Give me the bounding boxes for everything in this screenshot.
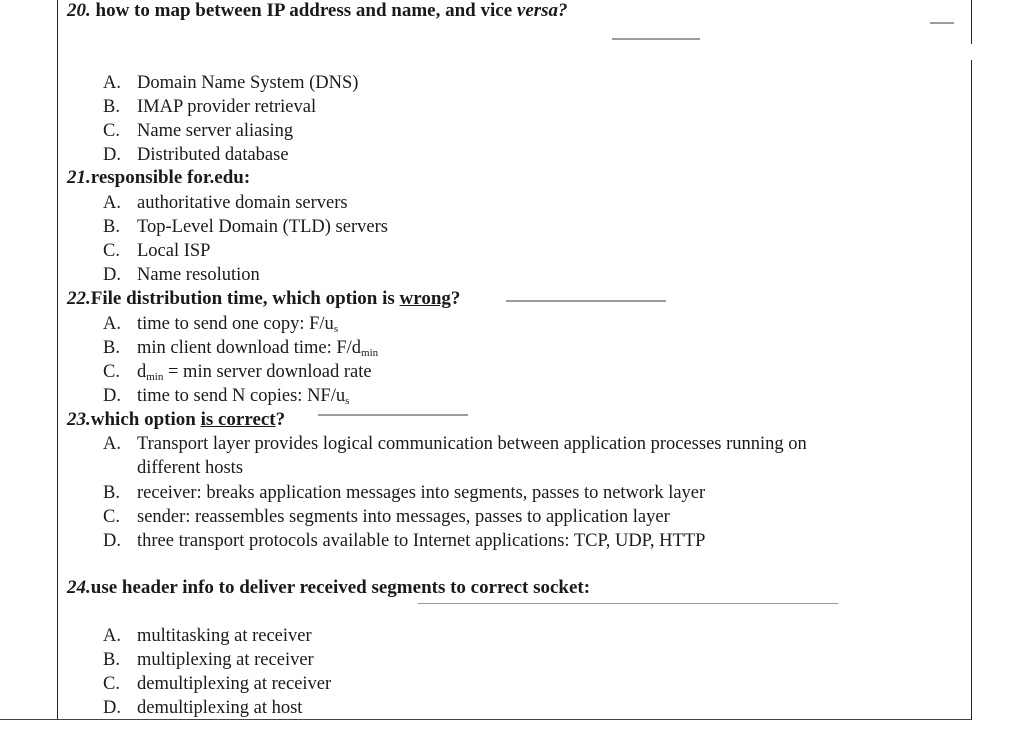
handwritten-mark	[318, 414, 468, 416]
question-text: use header info to deliver received segments to correct socket:	[90, 577, 591, 598]
question-21-title	[67, 167, 250, 189]
handwritten-mark	[612, 38, 700, 40]
question-emphasis: is correct	[200, 409, 276, 430]
handwritten-mark	[506, 300, 666, 302]
question-text: responsible for.edu:	[90, 167, 251, 188]
left-border-line	[57, 0, 58, 720]
question-number: 20.	[67, 0, 91, 21]
question-emphasis: versa?	[516, 0, 568, 21]
bottom-border-line	[0, 719, 972, 720]
question-number: 22.	[67, 288, 91, 309]
exam-page: 20. how to map between IP address and name, and vice versa? A. Domain Name System (DNS) B. IMAP provider retrieval C. Name server aliasing D. Distributed database 21.responsible for.edu: A. authoritative domain servers B. Top-Level Domain (TLD) servers C. Local ISP D. Name resolution 22.File distribution time, which option is wrong? A. time to send one copy: $F/u_s$ B. min client download time: $F/d_{min}$ C. $d_{min} = \min$ server download rate D. time to send N copies: $NF/u_s$ 23.which option is correct? A. Transport layer provides logical communication between application processes running on different hosts B. receiver: breaks application messages into segments, passes to network layer C. sender: reassembles segments into messages, passes to application layer D. three transport protocols available to Internet applications: TCP, UDP, HTTP 24.use header info to deliver received segments to correct socket: A. multitasking at receiver B. multiplexing at receiver C. demultiplexing at receiver D. demultiplexing at host	[0, 0, 1011, 736]
question-text: which option	[90, 409, 201, 430]
right-border-line-lower	[971, 60, 972, 720]
handwritten-mark	[930, 22, 954, 24]
question-number: 23.	[67, 409, 91, 430]
question-23-title: 23.which option is correct?	[67, 409, 286, 430]
right-border-line	[971, 0, 972, 44]
question-20-title	[67, 0, 568, 22]
question-22-title: 22.File distribution time, which option is wrong?	[67, 288, 461, 309]
question-24-title	[67, 577, 590, 599]
question-text: File distribution time, which option is	[90, 288, 400, 309]
question-text: how to map between IP address and name, and vice	[90, 0, 517, 21]
question-emphasis: wrong	[399, 288, 451, 309]
question-number: 24.	[67, 577, 91, 598]
question-number: 21.	[67, 167, 91, 188]
handwritten-mark	[418, 603, 838, 604]
